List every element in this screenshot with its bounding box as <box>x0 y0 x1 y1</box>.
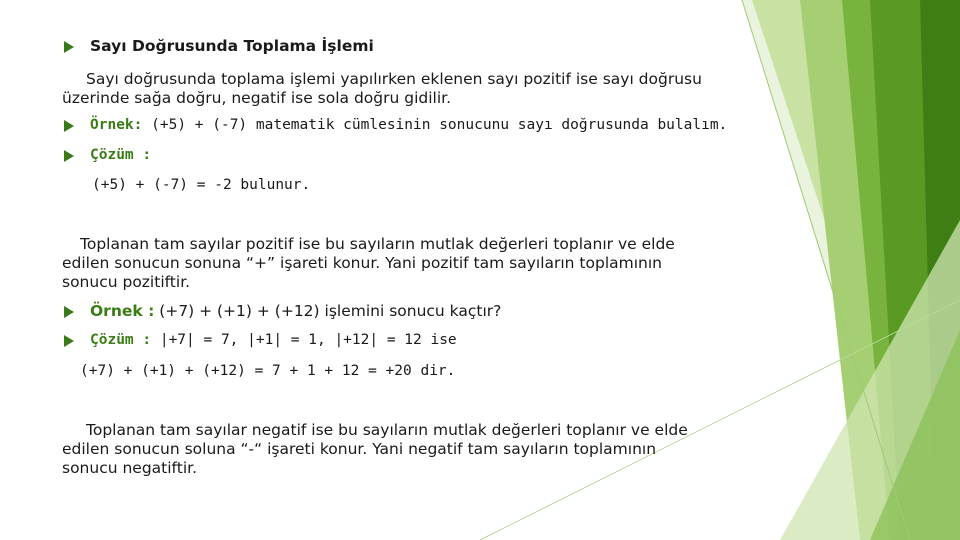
triangle-bullet-icon <box>64 306 74 318</box>
example-1-text: (+5) + (-7) matematik cümlesinin sonucunu sayı doğrusunda bulalım. <box>151 117 728 133</box>
positive-rule-line-2: edilen sonucun sonuna “+” işareti konur. Yani pozitif tam sayıların toplamının <box>62 254 662 272</box>
negative-rule-line-1: Toplanan tam sayılar negatif ise bu sayıların mutlak değerleri toplanır ve elde <box>86 421 688 439</box>
positive-rule-line-3: sonucu pozitiftir. <box>62 273 191 291</box>
example-2-label: Örnek : <box>90 302 155 320</box>
negative-rule-line-3: sonucu negatiftir. <box>62 459 198 477</box>
example-1-label: Örnek: <box>90 117 143 133</box>
solution-2-result: (+7) + (+1) + (+12) = 7 + 1 + 12 = +20 dir. <box>80 363 456 379</box>
example-1 <box>90 116 727 135</box>
triangle-bullet-icon <box>64 335 74 347</box>
example-2 <box>90 302 501 321</box>
solution-2-text: |+7| = 7, |+1| = 1, |+12| = 12 ise <box>159 332 457 348</box>
intro-line-2: üzerinde sağa doğru, negatif ise sola doğru gidilir. <box>62 89 452 107</box>
triangle-bullet-icon <box>64 41 74 53</box>
section-title: Sayı Doğrusunda Toplama İşlemi <box>90 37 374 55</box>
negative-rule-line-2: edilen sonucun soluna “-“ işareti konur. Yani negatif tam sayıların toplamının <box>62 440 657 458</box>
example-2-text: (+7) + (+1) + (+12) işlemini sonucu kaçtır? <box>159 302 502 320</box>
triangle-bullet-icon <box>64 120 74 132</box>
solution-2 <box>90 331 457 350</box>
intro-line-1: Sayı doğrusunda toplama işlemi yapılırken eklenen sayı pozitif ise sayı doğrusu <box>86 70 702 88</box>
triangle-bullet-icon <box>64 150 74 162</box>
solution-1-result: (+5) + (-7) = -2 bulunur. <box>92 177 311 193</box>
solution-1-label: Çözüm : <box>90 147 152 163</box>
positive-rule-line-1: Toplanan tam sayılar pozitif ise bu sayıların mutlak değerleri toplanır ve elde <box>80 235 675 253</box>
solution-2-label: Çözüm : <box>90 332 152 348</box>
